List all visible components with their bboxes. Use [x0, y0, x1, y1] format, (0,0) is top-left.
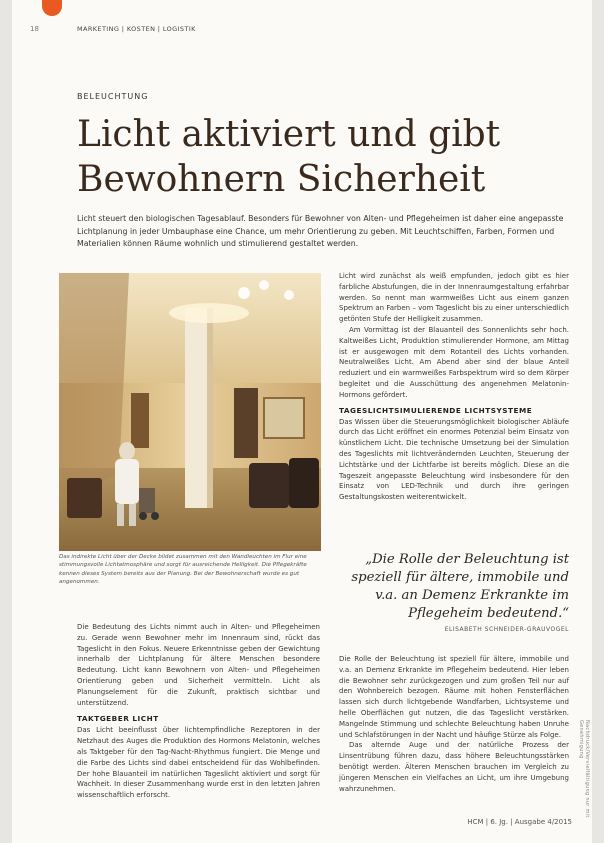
subheading: TAKTGEBER LICHT — [77, 714, 159, 724]
paragraph: Licht wird zunächst als weiß empfunden, jedoch gibt es hier farbliche Abstufungen, die in der Innenraumgestaltung erfahrbar werden. So nennt man warmweißes Licht aus einem ganzen Spektrum an Farben – vom Tageslicht bis zu einer unterschiedlich getönten Stufe der Helligkeit zusammen. — [339, 272, 569, 324]
article-title — [77, 112, 557, 202]
article-kicker: BELEUCHTUNG — [77, 92, 149, 101]
column-right-lower — [339, 654, 569, 794]
hallway-photo — [59, 273, 321, 551]
side-strip: Nachdruck/Vervielfältigung nur mit Genehmigung — [578, 720, 590, 818]
page-number: 18 — [30, 25, 39, 33]
hallway-illustration — [59, 273, 321, 551]
paragraph: Das alternde Auge und der natürliche Prozess der Linsentrübung führen dazu, dass höhere Beleuchtungsstärken benötigt werden. Älteren Menschen brauchen im Vergleich zu jüngeren Menschen ein Vielfaches an Licht, um ihre Umgebung wahrzunehmen. — [339, 741, 569, 793]
quote-text: „Die Rolle der Beleuchtung ist speziell für ältere, immobile und v.a. an Demenz Erkrankte im Pflegeheim bedeutend.“ — [351, 552, 569, 621]
column-left — [77, 622, 320, 801]
paragraph: Die Rolle der Beleuchtung ist speziell für ältere, immobile und v.a. an Demenz Erkrankte im Pflegeheim bedeutend. Hier leben die Bewohner sehr zurückgezogen und zum großen Teil nur auf den Wohnbereich bezogen. Räume mit hohen Fensterflächen lassen sich durch lichtgebende Wandfarben, Lichtsysteme und helle Oberflächen gut nutzen, die das Tageslicht verstärken. Mangelnde Stimmung und schlechte Beleuchtung haben Unruhe und Schlafstörungen in der Nacht und häufige Stürze als Folge. — [339, 655, 569, 739]
page-accent-dot — [42, 0, 62, 16]
paragraph: Das Wissen über die Steuerungsmöglichkeit biologischer Abläufe durch das Licht eröffnet ein enormes Potenzial beim Einsatz von künstlichem Licht. Die technische Umsetzung bei der Simulation des Tageslichts mit lichtverändernden Leuchten, Steuerung der Lichtstärke und der Lichtfarbe ist bereits möglich. Diese an die Tageszeit angepasste Beleuchtung wird insbesondere für den Einsatz von LED-Technik und durch ihre geringen Gestaltungskosten weiterentwickelt. — [339, 417, 569, 502]
paragraph: Die Bedeutung des Lichts nimmt auch in Alten- und Pflegeheimen zu. Gerade wenn Bewohner mehr im Innenraum sind, rückt das Tageslicht in den Fokus. Neuere Erkenntnisse geben der Gewichtung innerhalb der Lichtplanung für ältere Menschen besondere Bedeutung. Licht kann Bewohnern von Alten- und Pflegeheimen Orientierung geben und Sicherheit vermitteln. Licht als Planungselement für die Zukunft, praktisch sichtbar und unterstützend. — [77, 623, 320, 707]
subheading: TAGESLICHTSIMULIERENDE LICHTSYSTEME — [339, 405, 533, 415]
paragraph: Das Licht beeinflusst über lichtempfindliche Rezeptoren in der Netzhaut des Auges die Produktion des Hormons Melatonin, welches als Taktgeber für den Tag-Nacht-Rhythmus fungiert. Die Menge und die Farbe des Lichts sind dabei entscheidend für das Wohlbefinden. Der hohe Blauanteil im natürlichen Tageslicht aktiviert und sorgt für Wachheit. In dieser Zusammenhang wurde erst in den letzten Jahren wissenschaftlich erforscht. — [77, 726, 320, 800]
title-line-1: Licht aktiviert und gibt — [77, 114, 501, 155]
quote-author: ELISABETH SCHNEIDER-GRAUVOGEL — [444, 626, 569, 633]
photo-caption: Das indirekte Licht über der Decke bildet zusammen mit den Wandleuchten im Flur eine stimmungsvolle Lichtatmosphäre und sorgt für ausreichende Helligkeit. Die Pflegekräfte kennen dieses System bereits aus der Planung. Bei der Bewohnerschaft wurde es gut angenommen. — [59, 554, 307, 585]
page-footer: HCM | 6. Jg. | Ausgabe 4/2015 — [467, 818, 572, 826]
magazine-page — [12, 0, 592, 843]
pull-quote — [339, 551, 569, 633]
title-line-2: Bewohnern Sicherheit — [77, 159, 486, 200]
section-nav: MARKETING | KOSTEN | LOGISTIK — [77, 25, 196, 33]
paragraph: Am Vormittag ist der Blauanteil des Sonnenlichts sehr hoch. Kaltweißes Licht, Produktion stimulierender Hormone, am Mittag ist er ausgewogen mit dem Rotanteil des Lichts vorhanden. Neutralweißes Licht. Am Abend aber sind der blaue Anteil reduziert und ein warmweißes Farbspektrum wird so dem Körper begleitet und die Ausschüttung des angenehmen Melatonin-Hormons gefördert. — [339, 325, 569, 399]
column-right — [339, 271, 569, 503]
article-lead: Licht steuert den biologischen Tagesablauf. Besonders für Bewohner von Alten- und Pflegeheimen ist daher eine angepasste Lichtplanung in jeder Umbauphase eine Chance, um mehr Orientierung zu geben. Mit Leuchtschiffen, Farben, Formen und Materialien können Räume wohnlich und stimulierend gestaltet werden. — [77, 214, 564, 248]
